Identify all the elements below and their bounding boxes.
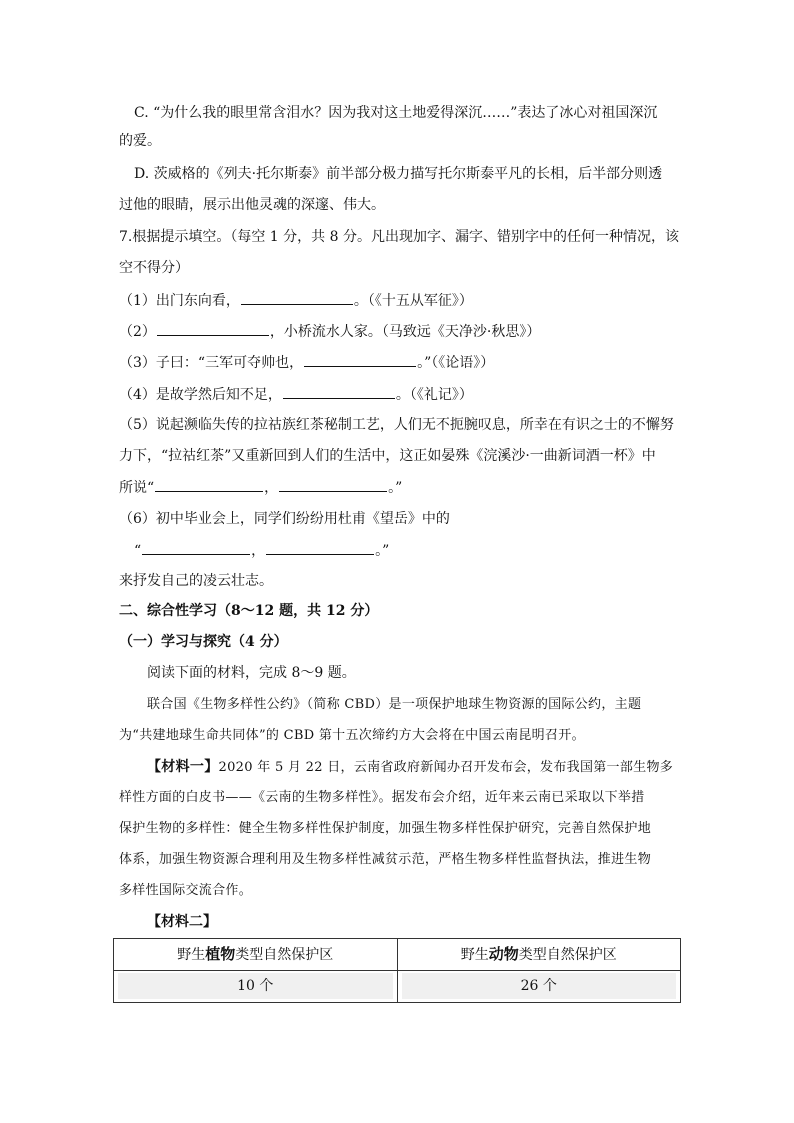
material-1-label: 【材料一】 [147, 759, 219, 775]
q7-item1-suffix: 。（《十五从军征》） [353, 293, 473, 309]
intro-para-line2: 为“共建地球生命共同体”的 CBD 第十五次缔约方大会将在中国云南昆明召开。 [119, 728, 585, 743]
answer-blank[interactable] [157, 321, 269, 336]
intro-para-line1: 联合国《生物多样性公约》（简称 CBD）是一项保护地球生物资源的国际公约，主题 [147, 697, 642, 712]
q7-item5-prefix: 所说“ [119, 480, 155, 496]
q7-item5-suffix: 。” [388, 480, 403, 496]
option-c-line1: C. “为什么我的眼里常含泪水？因为我对这土地爱得深沉……”表达了冰心对祖国深沉 [134, 105, 658, 121]
answer-blank[interactable] [283, 384, 395, 399]
q7-item5-line3 [119, 477, 402, 498]
material-1-line3: 保护生物的多样性：健全生物多样性保护制度，加强生物多样性保护研究，完善自然保护地 [119, 821, 652, 836]
question-7-title: 7.根据提示填空。（每空 1 分，共 8 分。凡出现加字、漏字、错别字中的任何一种情况，该 [119, 229, 679, 245]
q7-item6-line1: （6）初中毕业会上，同学们纷纷用杜甫《望岳》中的 [119, 511, 450, 527]
option-d-line1: D. 茨威格的《列夫·托尔斯泰》前半部分极力描写托尔斯泰平凡的长相，后半部分则透 [134, 166, 663, 182]
q7-item5-line2: 力下，“拉祜红茶”又重新回到人们的生活中，这正如晏殊《浣溪沙·一曲新词酒一杯》中 [119, 448, 656, 464]
animal-reserve-count: 26 个 [402, 973, 677, 999]
q7-item2-prefix: （2） [119, 324, 156, 340]
answer-blank[interactable] [266, 540, 374, 555]
option-c-line2: 的爱。 [119, 133, 161, 149]
q7-item3-prefix: （3）子曰：“三军可夺帅也， [119, 355, 304, 371]
table-cell [397, 971, 681, 1003]
q7-item2-suffix: ，小桥流水人家。（马致远《天净沙·秋思》） [269, 324, 541, 340]
header-plants-post: 类型自然保护区 [235, 947, 334, 963]
q7-item4 [119, 384, 473, 405]
q7-item2 [119, 321, 540, 342]
plant-reserve-count: 10 个 [118, 973, 393, 999]
header-animals-pre: 野生 [460, 947, 489, 963]
q7-item1 [119, 290, 473, 311]
table-row [114, 971, 681, 1003]
q7-item6-line3: 来抒发自己的凌云壮志。 [119, 573, 273, 589]
material-1-line1 [147, 757, 673, 778]
answer-blank[interactable] [241, 290, 353, 305]
material-1-line2: 样性方面的白皮书——《云南的生物多样性》。据发布会介绍，近年来云南已采取以下举措 [119, 790, 645, 805]
material-1-line4: 体系，加强生物资源合理利用及生物多样性减贫示范，严格生物多样性监督执法，推进生物 [119, 852, 652, 867]
table-header-cell [397, 939, 681, 971]
question-7-title-cont: 空不得分） [119, 260, 189, 276]
q7-item5-sep: ， [264, 480, 279, 496]
material-2-label: 【材料二】 [147, 914, 217, 930]
header-animals-emph: 动物 [488, 945, 519, 963]
q7-item4-suffix: 。（《礼记》） [395, 387, 473, 403]
q7-item6-line2 [134, 540, 389, 561]
table-header-row [114, 939, 681, 971]
answer-blank[interactable] [279, 477, 387, 492]
q7-item6-sep: ， [251, 543, 266, 559]
answer-blank[interactable] [155, 477, 263, 492]
answer-blank[interactable] [142, 540, 250, 555]
q7-item6-prefix: “ [134, 543, 142, 559]
header-plants-pre: 野生 [177, 947, 206, 963]
q7-item3-suffix: 。”（《论语》） [417, 355, 495, 371]
header-plants-emph: 植物 [205, 945, 236, 963]
q7-item4-prefix: （4）是故学然后知不足， [119, 387, 282, 403]
q7-item1-prefix: （1）出门东向看， [119, 293, 240, 309]
material-1-line5: 多样性国际交流合作。 [119, 883, 253, 898]
q7-item3 [119, 352, 494, 373]
q7-item5-line1: （5）说起濒临失传的拉祜族红茶秘制工艺，人们无不扼腕叹息，所幸在有识之士的不懈努 [119, 417, 674, 433]
section-2-heading: 二、综合性学习（8～12 题，共 12 分） [119, 603, 379, 619]
option-d-line2: 过他的眼睛，展示出他灵魂的深邃、伟大。 [119, 197, 385, 213]
answer-blank[interactable] [304, 352, 416, 367]
subsection-1-heading: （一）学习与探究（4 分） [119, 634, 288, 650]
table-cell [114, 971, 398, 1003]
table-header-cell [114, 939, 398, 971]
material-1-text: 2020 年 5 月 22 日，云南省政府新闻办召开发布会，发布我国第一部生物多 [218, 760, 674, 775]
header-animals-post: 类型自然保护区 [518, 947, 617, 963]
q7-item6-suffix: 。” [375, 543, 390, 559]
reading-instructions: 阅读下面的材料，完成 8～9 题。 [147, 665, 356, 681]
nature-reserve-table [113, 938, 681, 1003]
